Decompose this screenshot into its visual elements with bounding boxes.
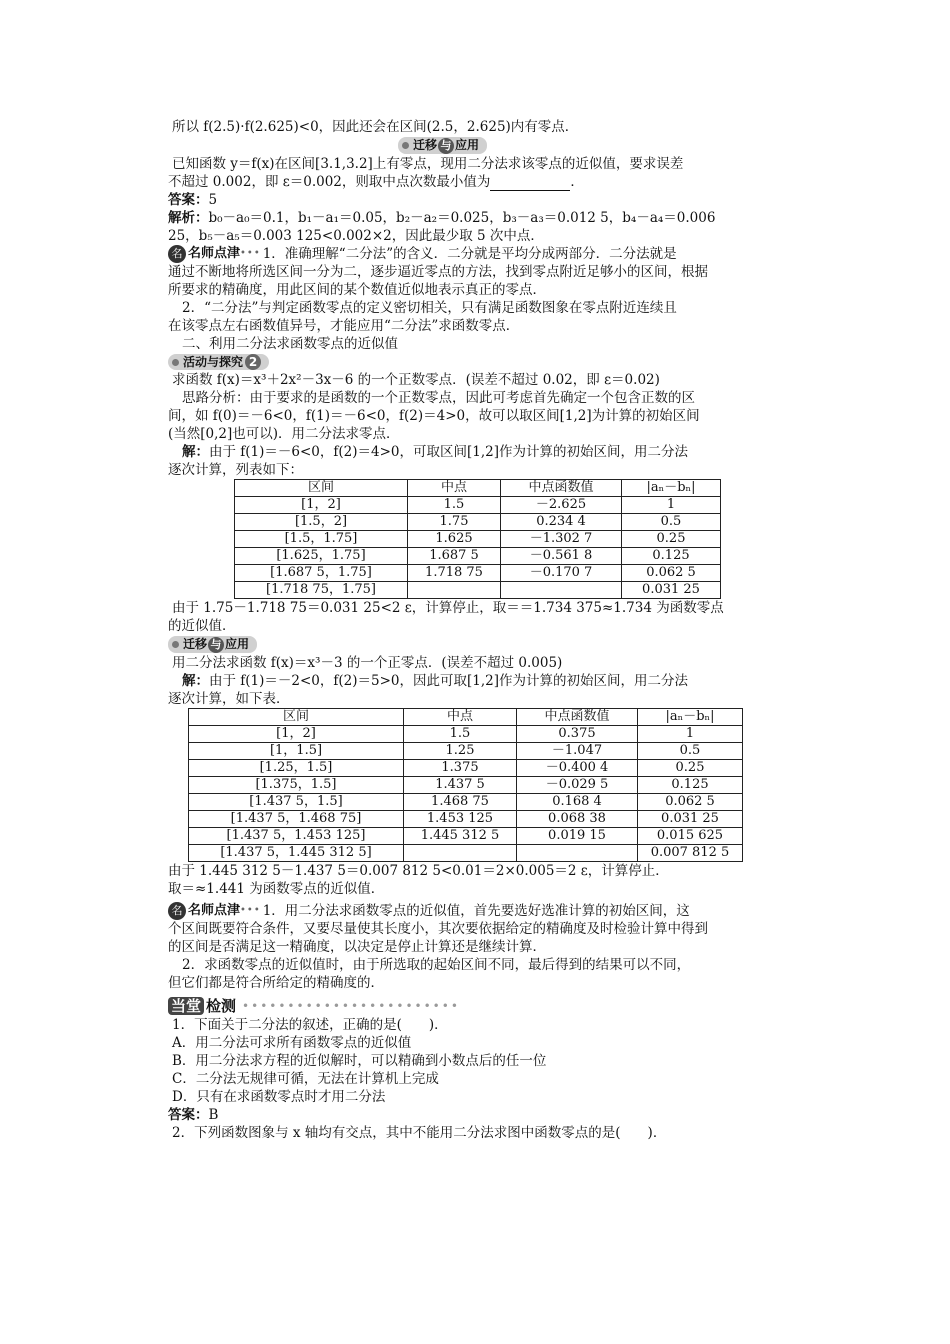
table-cell: 0.068 38 — [517, 810, 638, 827]
table-row — [189, 742, 743, 759]
table-cell: 0.5 — [622, 514, 721, 531]
tip-paragraph: 名 名师点津 ••• 1．准确理解“二分法”的含义．二分就是平均分成两部分．二分法就是 — [168, 245, 818, 264]
table-cell: 0.015 625 — [638, 827, 743, 844]
conclusion-line: 取＝≈1.441 为函数零点的近似值． — [168, 880, 385, 897]
table-header: 区间 — [235, 480, 408, 497]
table-row — [189, 810, 743, 827]
table-cell: －0.170 7 — [501, 565, 622, 582]
table-cell: [1.5，1.75] — [235, 531, 408, 548]
question-text: 已知函数 y＝f(x)在区间[3.1,3.2]上有零点，现用二分法求该零点的近似值，要求误差 — [172, 155, 684, 172]
table-cell: [1.718 75，1.75] — [235, 582, 408, 599]
conclusion-line: 由于 1.75－1.718 75＝0.031 25<2 ε，计算停止，取＝＝1.734 375≈1.734 为函数零点 — [172, 600, 724, 616]
table-cell: 1.687 5 — [408, 548, 501, 565]
table-cell: －1.302 7 — [501, 531, 622, 548]
table-cell: 0.25 — [622, 531, 721, 548]
teacher-tip-badge: 名 名师点津 ••• — [168, 902, 261, 920]
table-cell: [1.625，1.75] — [235, 548, 408, 565]
text-line: 但它们都是符合所给定的精确度的． — [168, 975, 384, 991]
conclusion-line: 由于 1.445 312 5－1.437 5＝0.007 812 5<0.01＝2×0.005＝2 ε，计算停止． — [168, 862, 669, 879]
table-cell: 0.375 — [517, 725, 638, 742]
analysis-line: 思路分析：由于要求的是函数的一个正数零点，因此可考虑首先确定一个包含正数的区 — [182, 390, 695, 406]
answer-line: 答案：B — [168, 1107, 219, 1123]
table-cell: 1.437 5 — [404, 776, 517, 793]
table-row — [235, 497, 721, 514]
question-text: 用二分法求函数 f(x)＝x³－3 的一个正零点．(误差不超过 0.005) — [172, 654, 563, 671]
table-row — [235, 548, 721, 565]
analysis-line: 解析：b₀－a₀＝0.1，b₁－a₁＝0.05，b₂－a₂＝0.025，b₃－a₃＝0.012 5，b₄－a₄＝0.006 — [168, 209, 716, 226]
table-header: 区间 — [189, 708, 404, 725]
table-row — [189, 827, 743, 844]
table-cell — [501, 582, 622, 599]
table-cell: －0.029 5 — [517, 776, 638, 793]
table-cell — [517, 844, 638, 861]
table-cell: 0.019 15 — [517, 827, 638, 844]
dots-icon: •••••••••••••••••••••••• — [242, 999, 460, 1013]
table-cell: [1.437 5，1.468 75] — [189, 810, 404, 827]
solution-line: 解：由于 f(1)＝－6<0，f(2)＝4>0，可取区间[1,2]作为计算的初始区间，用二分法 — [182, 444, 689, 460]
section-in-class-test: 当堂 检测 •••••••••••••••••••••••• — [168, 992, 818, 1016]
question-text: 2．下列函数图象与 x 轴均有交点，其中不能用二分法求图中函数零点的是( )． — [172, 1125, 667, 1141]
analysis-line: 间，如 f(0)＝－6<0，f(1)＝－6<0，f(2)＝4>0，故可以取区间[1,2]为计算的初始区间 — [168, 408, 700, 424]
table-cell: 0.062 5 — [622, 565, 721, 582]
option-b: B．用二分法求方程的近似解时，可以精确到小数点后的任一位 — [172, 1053, 547, 1069]
dots-icon: ••• — [240, 905, 261, 916]
table-cell: [1.437 5，1.5] — [189, 793, 404, 810]
analysis-line: 25，b₅－a₅＝0.003 125<0.002×2，因此最少取 5 次中点． — [168, 227, 544, 244]
bullet-icon — [402, 142, 409, 149]
table-header: 中点 — [408, 480, 501, 497]
bullet-icon — [172, 359, 179, 366]
table-cell: 0.5 — [638, 742, 743, 759]
table-cell: 0.125 — [622, 548, 721, 565]
table-cell: [1.375，1.5] — [189, 776, 404, 793]
solution-line: 逐次计算，列表如下： — [168, 462, 303, 478]
table-header: |aₙ－bₙ| — [638, 708, 743, 725]
table-cell: [1.687 5，1.75] — [235, 565, 408, 582]
table-header: 中点函数值 — [517, 708, 638, 725]
table-cell: [1.437 5，1.453 125] — [189, 827, 404, 844]
table-cell: [1.437 5，1.445 312 5] — [189, 844, 404, 861]
tip-paragraph: 名 名师点津 ••• 1．用二分法求函数零点的近似值，首先要选好选准计算的初始区间，这 — [168, 902, 818, 921]
conclusion-line: 的近似值． — [168, 618, 236, 634]
section-heading: 二、利用二分法求函数零点的近似值 — [182, 336, 398, 352]
banner-transfer-apply: 迁移 与 应用 — [168, 635, 818, 654]
analysis-line: (当然[0,2]也可以)．用二分法求零点． — [168, 426, 400, 442]
text-line: 的区间是否满足这一精确度，以决定是停止计算还是继续计算． — [168, 939, 546, 955]
table-cell: [1，1.5] — [189, 742, 404, 759]
table-header: 中点 — [404, 708, 517, 725]
teacher-tip-badge: 名 名师点津 ••• — [168, 245, 261, 263]
option-a: A．用二分法可求所有函数零点的近似值 — [172, 1035, 412, 1051]
solution-line: 逐次计算，如下表． — [168, 690, 290, 707]
table-cell: 0.125 — [638, 776, 743, 793]
option-c: C．二分法无规律可循，无法在计算机上完成 — [172, 1071, 439, 1087]
text-line: 在该零点左右函数值异号，才能应用“二分法”求函数零点． — [168, 318, 520, 334]
question-text: 求函数 f(x)＝x³＋2x²－3x－6 的一个正数零点．(误差不超过 0.02，即 ε＝0.02) — [172, 372, 660, 388]
table-cell: 0.25 — [638, 759, 743, 776]
table-cell: 0.007 812 5 — [638, 844, 743, 861]
table-cell: [1，2] — [189, 725, 404, 742]
table-cell: 1.453 125 — [404, 810, 517, 827]
table-cell: 0.031 25 — [622, 582, 721, 599]
table-row — [189, 776, 743, 793]
table-row — [189, 844, 743, 861]
table-cell: 1.25 — [404, 742, 517, 759]
dots-icon: ••• — [240, 248, 261, 259]
table-row — [189, 725, 743, 742]
table-row — [235, 514, 721, 531]
text-line: 通过不断地将所选区间一分为二，逐步逼近零点的方法，找到零点附近足够小的区间，根据 — [168, 264, 708, 280]
option-d: D．只有在求函数零点时才用二分法 — [172, 1089, 386, 1105]
banner-transfer-apply: 迁移 与 应用 — [168, 136, 818, 155]
table-row — [189, 793, 743, 810]
table-cell: [1，2] — [235, 497, 408, 514]
table-cell: －0.400 4 — [517, 759, 638, 776]
table-cell: 1.625 — [408, 531, 501, 548]
table-cell: 1 — [638, 725, 743, 742]
bullet-icon — [172, 641, 179, 648]
table-row — [235, 531, 721, 548]
table-cell: 1.468 75 — [404, 793, 517, 810]
text-line: 所要求的精确度，用此区间的某个数值近似地表示真正的零点． — [168, 282, 546, 298]
table-cell — [404, 844, 517, 861]
table-cell: －2.625 — [501, 497, 622, 514]
table-row — [189, 759, 743, 776]
table-cell: 0.031 25 — [638, 810, 743, 827]
table-cell: 1.375 — [404, 759, 517, 776]
question-text: 1．下面关于二分法的叙述，正确的是( )． — [172, 1017, 448, 1033]
text-line: 2．“二分法”与判定函数零点的定义密切相关，只有满足函数图象在零点附近连续且 — [182, 300, 677, 316]
table-header: 中点函数值 — [501, 480, 622, 497]
text-line: 个区间既要符合条件，又要尽量使其长度小，其次要依据给定的精确度及时检验计算中得到 — [168, 921, 708, 937]
table-cell: 1.445 312 5 — [404, 827, 517, 844]
badge-icon: 名 — [168, 902, 186, 920]
bisection-table-2 — [188, 708, 743, 862]
table-header: |aₙ－bₙ| — [622, 480, 721, 497]
text-line: 2．求函数零点的近似值时，由于所选取的起始区间不同，最后得到的结果可以不同， — [182, 957, 691, 973]
banner-activity-explore: 活动与探究 2 — [168, 353, 818, 371]
table-header-row — [235, 480, 721, 497]
table-cell: 1.5 — [408, 497, 501, 514]
table-cell: 1.718 75 — [408, 565, 501, 582]
answer-line: 答案：5 — [168, 191, 218, 208]
answer-blank — [490, 176, 570, 191]
table-header-row — [189, 708, 743, 725]
table-cell: －0.561 8 — [501, 548, 622, 565]
text-line: 所以 f(2.5)·f(2.625)<0，因此还会在区间(2.5，2.625)内有零点． — [172, 119, 579, 135]
table-cell: 1.75 — [408, 514, 501, 531]
bisection-table-1 — [234, 479, 721, 599]
document-page — [168, 118, 818, 1142]
table-row — [235, 565, 721, 582]
solution-line: 解：由于 f(1)＝－2<0，f(2)＝5>0，因此可取[1,2]作为计算的初始区间，用二分法 — [182, 672, 689, 689]
table-row — [235, 582, 721, 599]
table-cell: [1.5，2] — [235, 514, 408, 531]
table-cell: 1 — [622, 497, 721, 514]
table-cell: [1.25，1.5] — [189, 759, 404, 776]
badge-icon: 名 — [168, 245, 186, 263]
table-cell: 1.5 — [404, 725, 517, 742]
question-text: 不超过 0.002，即 ε＝0.002，则取中点次数最小值为 ． — [168, 173, 584, 190]
table-cell: 0.168 4 — [517, 793, 638, 810]
table-cell: －1.047 — [517, 742, 638, 759]
table-cell: 0.234 4 — [501, 514, 622, 531]
table-cell — [408, 582, 501, 599]
table-cell: 0.062 5 — [638, 793, 743, 810]
